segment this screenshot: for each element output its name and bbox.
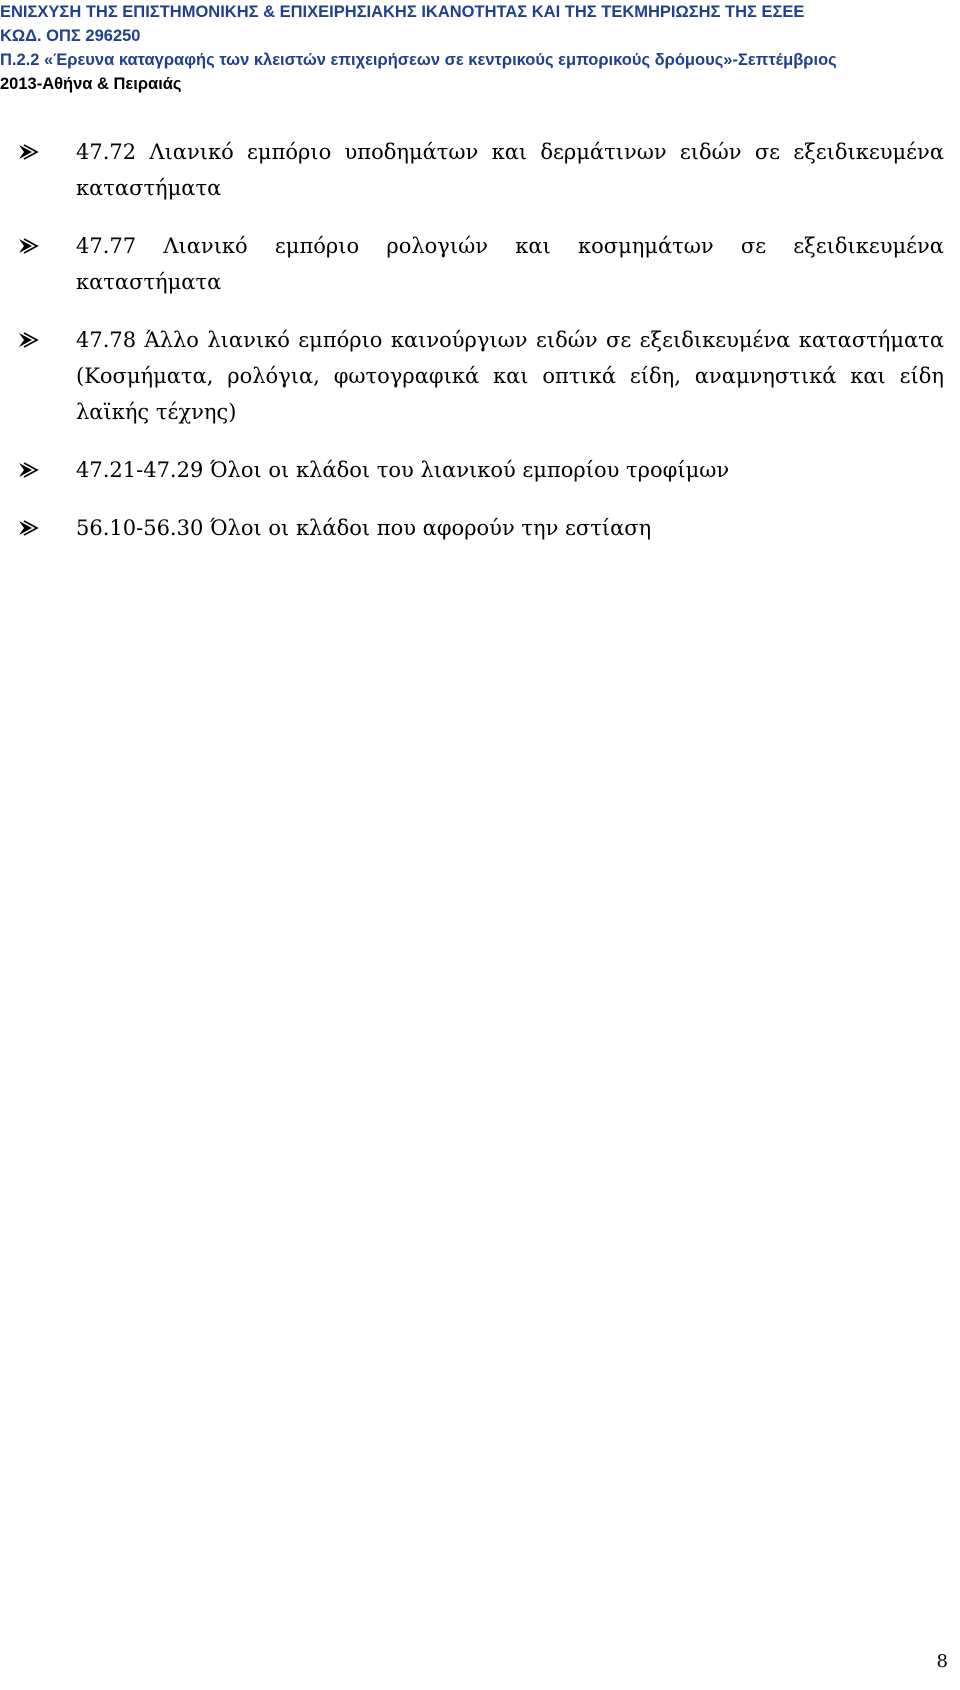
page-header xyxy=(0,0,950,96)
sector-code-list xyxy=(18,134,944,546)
arrow-bullet-icon xyxy=(18,144,40,160)
header-ops-code: ΚΩΔ. ΟΠΣ 296250 xyxy=(0,27,141,45)
list-item xyxy=(18,452,944,488)
list-item xyxy=(18,510,944,546)
list-item-text: 47.21-47.29 Όλοι οι κλάδοι του λιανικού εμπορίου τροφίμων xyxy=(76,458,730,482)
arrow-bullet-icon xyxy=(18,520,40,536)
list-item-text: 47.78 Άλλο λιανικό εμπόριο καινούργιων ειδών σε εξειδικευμένα καταστήματα (Κοσμήματα, ρολόγια, φωτογραφικά και οπτικά είδη, αναμνηστικά και είδη λαϊκής τέχνης) xyxy=(76,328,944,424)
list-item xyxy=(18,322,944,430)
header-date-location: 2013-Αθήνα & Πειραιάς xyxy=(0,75,182,93)
arrow-bullet-icon xyxy=(18,462,40,478)
arrow-bullet-icon xyxy=(18,332,40,348)
list-item-text: 47.72 Λιανικό εμπόριο υποδημάτων και δερμάτινων ειδών σε εξειδικευμένα καταστήματα xyxy=(76,140,944,200)
arrow-bullet-icon xyxy=(18,238,40,254)
header-program-title: ΕΝΙΣΧΥΣΗ ΤΗΣ ΕΠΙΣΤΗΜΟΝΙΚΗΣ & ΕΠΙΧΕΙΡΗΣΙΑΚΗΣ ΙΚΑΝΟΤΗΤΑΣ ΚΑΙ ΤΗΣ ΤΕΚΜΗΡΙΩΣΗΣ ΤΗΣ ΕΣΕΕ xyxy=(0,3,805,21)
header-deliverable-title: Π.2.2 «Έρευνα καταγραφής των κλειστών επιχειρήσεων σε κεντρικούς εμπορικούς δρόμους»-Σεπτέμβριος xyxy=(0,51,837,69)
list-item-text: 56.10-56.30 Όλοι οι κλάδοι που αφορούν την εστίαση xyxy=(76,516,652,540)
list-item xyxy=(18,228,944,300)
list-item xyxy=(18,134,944,206)
list-item-text: 47.77 Λιανικό εμπόριο ρολογιών και κοσμημάτων σε εξειδικευμένα καταστήματα xyxy=(76,234,944,294)
page-number: 8 xyxy=(936,1651,948,1672)
